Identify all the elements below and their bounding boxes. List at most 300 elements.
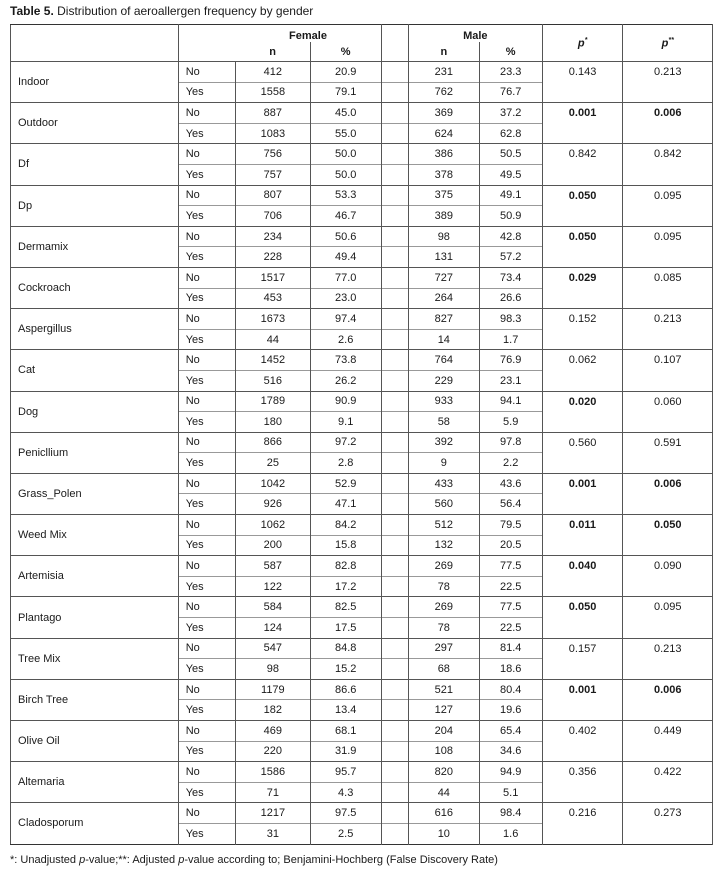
female-pct: 77.0 [310,267,381,288]
male-n: 560 [408,494,479,515]
p-adjusted-empty [623,494,713,515]
male-pct: 22.5 [479,576,542,597]
level-no: No [178,638,235,659]
p-adjusted: 0.006 [623,103,713,124]
level-yes: Yes [178,329,235,350]
male-pct: 50.5 [479,144,542,165]
footnote [10,854,498,866]
gap-cell [381,432,408,453]
female-pct: 31.9 [310,741,381,762]
male-n: 269 [408,597,479,618]
gap-cell [381,103,408,124]
male-pct: 65.4 [479,721,542,742]
female-pct: 15.2 [310,659,381,680]
female-n: 124 [235,618,310,639]
allergen-name: Penicllium [11,432,179,473]
male-n: 204 [408,721,479,742]
female-n: 1517 [235,267,310,288]
p-adjusted: 0.006 [623,473,713,494]
male-n: 264 [408,288,479,309]
p-unadjusted: 0.001 [542,473,623,494]
level-yes: Yes [178,494,235,515]
female-pct: 82.8 [310,556,381,577]
level-no: No [178,803,235,824]
gap-cell [381,309,408,330]
male-pct: 18.6 [479,659,542,680]
p-adjusted-empty [623,618,713,639]
male-n: 269 [408,556,479,577]
p-adjusted-empty [623,206,713,227]
male-n: 58 [408,412,479,433]
p-unadjusted: 0.356 [542,762,623,783]
female-pct: 50.0 [310,144,381,165]
female-pct: 17.2 [310,576,381,597]
p-adjusted-empty [623,741,713,762]
p-unadjusted: 0.152 [542,309,623,330]
header-blank [11,25,179,43]
male-n: 297 [408,638,479,659]
female-n: 180 [235,412,310,433]
female-pct: 50.0 [310,164,381,185]
p-adjusted: 0.050 [623,515,713,536]
p-unadjusted-empty [542,700,623,721]
level-no: No [178,597,235,618]
header-blank-level [178,25,235,43]
level-no: No [178,62,235,83]
female-pct: 52.9 [310,473,381,494]
female-pct: 73.8 [310,350,381,371]
level-no: No [178,515,235,536]
female-n: 31 [235,823,310,844]
female-pct: 20.9 [310,62,381,83]
p-adjusted: 0.422 [623,762,713,783]
level-yes: Yes [178,288,235,309]
allergen-name: Indoor [11,62,179,103]
p-unadjusted: 0.062 [542,350,623,371]
level-yes: Yes [178,741,235,762]
p-unadjusted: 0.029 [542,267,623,288]
male-pct: 79.5 [479,515,542,536]
male-n: 131 [408,247,479,268]
header-male-n: n [408,42,479,62]
female-n: 1179 [235,679,310,700]
female-pct: 2.8 [310,453,381,474]
male-pct: 98.3 [479,309,542,330]
allergen-name: Outdoor [11,103,179,144]
header-female-pct: % [310,42,381,62]
female-pct: 84.8 [310,638,381,659]
header-gap [381,25,408,43]
male-n: 392 [408,432,479,453]
female-pct: 86.6 [310,679,381,700]
male-pct: 5.9 [479,412,542,433]
table-row [11,473,713,494]
table-row [11,309,713,330]
header-female-n: n [235,42,310,62]
female-pct: 47.1 [310,494,381,515]
female-n: 1217 [235,803,310,824]
p-adjusted: 0.213 [623,309,713,330]
level-yes: Yes [178,618,235,639]
female-n: 887 [235,103,310,124]
male-pct: 2.2 [479,453,542,474]
male-pct: 49.1 [479,185,542,206]
female-n: 757 [235,164,310,185]
table-row [11,515,713,536]
table-row [11,267,713,288]
male-pct: 19.6 [479,700,542,721]
table-row [11,350,713,371]
table-row [11,432,713,453]
male-n: 229 [408,370,479,391]
male-n: 378 [408,164,479,185]
male-n: 68 [408,659,479,680]
table-row [11,103,713,124]
level-no: No [178,226,235,247]
male-pct: 49.5 [479,164,542,185]
p-adjusted-empty [623,782,713,803]
p-unadjusted: 0.040 [542,556,623,577]
male-pct: 20.5 [479,535,542,556]
p-adjusted: 0.273 [623,803,713,824]
male-pct: 34.6 [479,741,542,762]
male-pct: 1.6 [479,823,542,844]
male-n: 727 [408,267,479,288]
male-pct: 77.5 [479,556,542,577]
p-unadjusted-empty [542,329,623,350]
female-n: 220 [235,741,310,762]
male-pct: 62.8 [479,123,542,144]
p-unadjusted: 0.560 [542,432,623,453]
p-unadjusted-empty [542,741,623,762]
female-pct: 50.6 [310,226,381,247]
gap-cell [381,803,408,824]
footnote-part: *: Unadjusted [10,854,80,866]
female-pct: 90.9 [310,391,381,412]
p-adjusted: 0.591 [623,432,713,453]
table-row [11,762,713,783]
allergen-name: Dermamix [11,226,179,267]
allergen-name: Cladosporum [11,803,179,844]
male-n: 616 [408,803,479,824]
level-yes: Yes [178,123,235,144]
male-pct: 80.4 [479,679,542,700]
gap-cell [381,226,408,247]
table-title: Distribution of aeroallergen frequency by gender [53,4,314,18]
female-pct: 15.8 [310,535,381,556]
table-row [11,62,713,83]
p-adjusted-empty [623,823,713,844]
male-n: 369 [408,103,479,124]
p-unadjusted: 0.050 [542,185,623,206]
gap-cell [381,453,408,474]
level-yes: Yes [178,700,235,721]
female-n: 200 [235,535,310,556]
footnote-part: p [79,854,86,866]
p-unadjusted: 0.402 [542,721,623,742]
table-body [11,62,713,845]
p-adjusted: 0.006 [623,679,713,700]
allergen-name: Dog [11,391,179,432]
p-unadjusted: 0.001 [542,103,623,124]
level-no: No [178,144,235,165]
level-yes: Yes [178,453,235,474]
allergen-name: Cockroach [11,267,179,308]
p-unadjusted-empty [542,164,623,185]
gap-cell [381,267,408,288]
p-unadjusted-empty [542,123,623,144]
p-unadjusted: 0.143 [542,62,623,83]
female-n: 547 [235,638,310,659]
male-n: 764 [408,350,479,371]
male-pct: 5.1 [479,782,542,803]
male-n: 98 [408,226,479,247]
header-blank-level-2 [178,42,235,62]
male-pct: 94.1 [479,391,542,412]
male-pct: 94.9 [479,762,542,783]
female-n: 1558 [235,82,310,103]
p-unadjusted: 0.050 [542,226,623,247]
p-unadjusted-empty [542,576,623,597]
p-adjusted-empty [623,659,713,680]
p-unadjusted: 0.216 [542,803,623,824]
male-n: 44 [408,782,479,803]
level-yes: Yes [178,576,235,597]
allergen-name: Grass_Polen [11,473,179,514]
male-n: 78 [408,576,479,597]
allergen-name: Plantago [11,597,179,638]
gap-cell [381,659,408,680]
p-unadjusted-empty [542,370,623,391]
female-n: 706 [235,206,310,227]
female-pct: 82.5 [310,597,381,618]
male-n: 231 [408,62,479,83]
p-adjusted: 0.842 [623,144,713,165]
gap-cell [381,556,408,577]
male-n: 78 [408,618,479,639]
level-yes: Yes [178,370,235,391]
male-pct: 23.3 [479,62,542,83]
p-unadjusted-empty [542,453,623,474]
male-n: 624 [408,123,479,144]
female-pct: 84.2 [310,515,381,536]
table-row [11,556,713,577]
p-adjusted-empty [623,164,713,185]
p-adjusted: 0.060 [623,391,713,412]
gap-cell [381,597,408,618]
level-no: No [178,267,235,288]
gap-cell [381,164,408,185]
male-pct: 1.7 [479,329,542,350]
female-n: 71 [235,782,310,803]
p-unadjusted-empty [542,535,623,556]
p-unadjusted-empty [542,82,623,103]
male-n: 762 [408,82,479,103]
male-n: 14 [408,329,479,350]
level-yes: Yes [178,206,235,227]
gap-cell [381,247,408,268]
level-no: No [178,432,235,453]
male-pct: 23.1 [479,370,542,391]
female-pct: 23.0 [310,288,381,309]
gap-cell [381,206,408,227]
p-unadjusted-empty [542,494,623,515]
male-pct: 26.6 [479,288,542,309]
p-unadjusted-empty [542,823,623,844]
female-n: 234 [235,226,310,247]
header-gap-2 [381,42,408,62]
level-no: No [178,556,235,577]
female-pct: 79.1 [310,82,381,103]
p-adjusted: 0.213 [623,638,713,659]
female-n: 866 [235,432,310,453]
p-adjusted-empty [623,453,713,474]
male-n: 933 [408,391,479,412]
female-pct: 97.4 [310,309,381,330]
p-unadjusted-empty [542,782,623,803]
p-adjusted: 0.449 [623,721,713,742]
female-n: 516 [235,370,310,391]
gap-cell [381,700,408,721]
p-adjusted-empty [623,123,713,144]
aeroallergen-table [10,24,713,845]
level-no: No [178,350,235,371]
female-n: 122 [235,576,310,597]
header-blank-2 [11,42,179,62]
male-pct: 77.5 [479,597,542,618]
level-no: No [178,762,235,783]
table-number: Table 5. [10,4,54,18]
male-pct: 97.8 [479,432,542,453]
female-n: 25 [235,453,310,474]
female-pct: 97.5 [310,803,381,824]
allergen-name: Weed Mix [11,515,179,556]
female-pct: 2.6 [310,329,381,350]
female-n: 1452 [235,350,310,371]
gap-cell [381,412,408,433]
gap-cell [381,144,408,165]
female-n: 98 [235,659,310,680]
male-n: 827 [408,309,479,330]
gap-cell [381,823,408,844]
gap-cell [381,82,408,103]
gap-cell [381,370,408,391]
gap-cell [381,391,408,412]
female-n: 412 [235,62,310,83]
level-yes: Yes [178,659,235,680]
male-pct: 43.6 [479,473,542,494]
p-unadjusted-empty [542,618,623,639]
header-male-pct: % [479,42,542,62]
table-row [11,185,713,206]
male-n: 10 [408,823,479,844]
male-pct: 98.4 [479,803,542,824]
gap-cell [381,762,408,783]
female-n: 44 [235,329,310,350]
female-pct: 55.0 [310,123,381,144]
table-row [11,144,713,165]
p-unadjusted-empty [542,412,623,433]
p-adjusted: 0.090 [623,556,713,577]
level-yes: Yes [178,535,235,556]
p-adjusted: 0.095 [623,226,713,247]
level-no: No [178,473,235,494]
male-n: 9 [408,453,479,474]
p-adjusted-empty [623,576,713,597]
female-n: 756 [235,144,310,165]
level-yes: Yes [178,82,235,103]
gap-cell [381,782,408,803]
male-pct: 56.4 [479,494,542,515]
header-male: Male [408,25,542,43]
p-adjusted-empty [623,700,713,721]
female-n: 807 [235,185,310,206]
female-n: 453 [235,288,310,309]
male-pct: 22.5 [479,618,542,639]
allergen-name: Dp [11,185,179,226]
allergen-name: Olive Oil [11,721,179,762]
table-row [11,597,713,618]
table-row [11,721,713,742]
male-pct: 57.2 [479,247,542,268]
male-n: 386 [408,144,479,165]
female-n: 1789 [235,391,310,412]
male-pct: 73.4 [479,267,542,288]
gap-cell [381,350,408,371]
male-n: 108 [408,741,479,762]
male-pct: 76.7 [479,82,542,103]
p-unadjusted: 0.050 [542,597,623,618]
female-pct: 46.7 [310,206,381,227]
female-pct: 9.1 [310,412,381,433]
male-pct: 42.8 [479,226,542,247]
female-pct: 68.1 [310,721,381,742]
level-no: No [178,103,235,124]
p-adjusted-empty [623,288,713,309]
gap-cell [381,473,408,494]
footnote-part: p [178,854,185,866]
p-unadjusted: 0.157 [542,638,623,659]
female-pct: 49.4 [310,247,381,268]
female-n: 584 [235,597,310,618]
p-adjusted: 0.107 [623,350,713,371]
allergen-name: Cat [11,350,179,391]
level-no: No [178,391,235,412]
p-unadjusted: 0.001 [542,679,623,700]
female-n: 1586 [235,762,310,783]
female-pct: 2.5 [310,823,381,844]
table-row [11,638,713,659]
level-yes: Yes [178,412,235,433]
female-pct: 17.5 [310,618,381,639]
p-adjusted: 0.095 [623,597,713,618]
gap-cell [381,576,408,597]
header-female: Female [235,25,381,43]
male-n: 433 [408,473,479,494]
p-unadjusted: 0.020 [542,391,623,412]
female-n: 469 [235,721,310,742]
gap-cell [381,185,408,206]
p-adjusted: 0.095 [623,185,713,206]
header-row-groups [11,25,713,43]
p-unadjusted-empty [542,659,623,680]
p-adjusted-empty [623,82,713,103]
gap-cell [381,535,408,556]
gap-cell [381,494,408,515]
gap-cell [381,515,408,536]
p-adjusted: 0.213 [623,62,713,83]
p-unadjusted-empty [542,206,623,227]
